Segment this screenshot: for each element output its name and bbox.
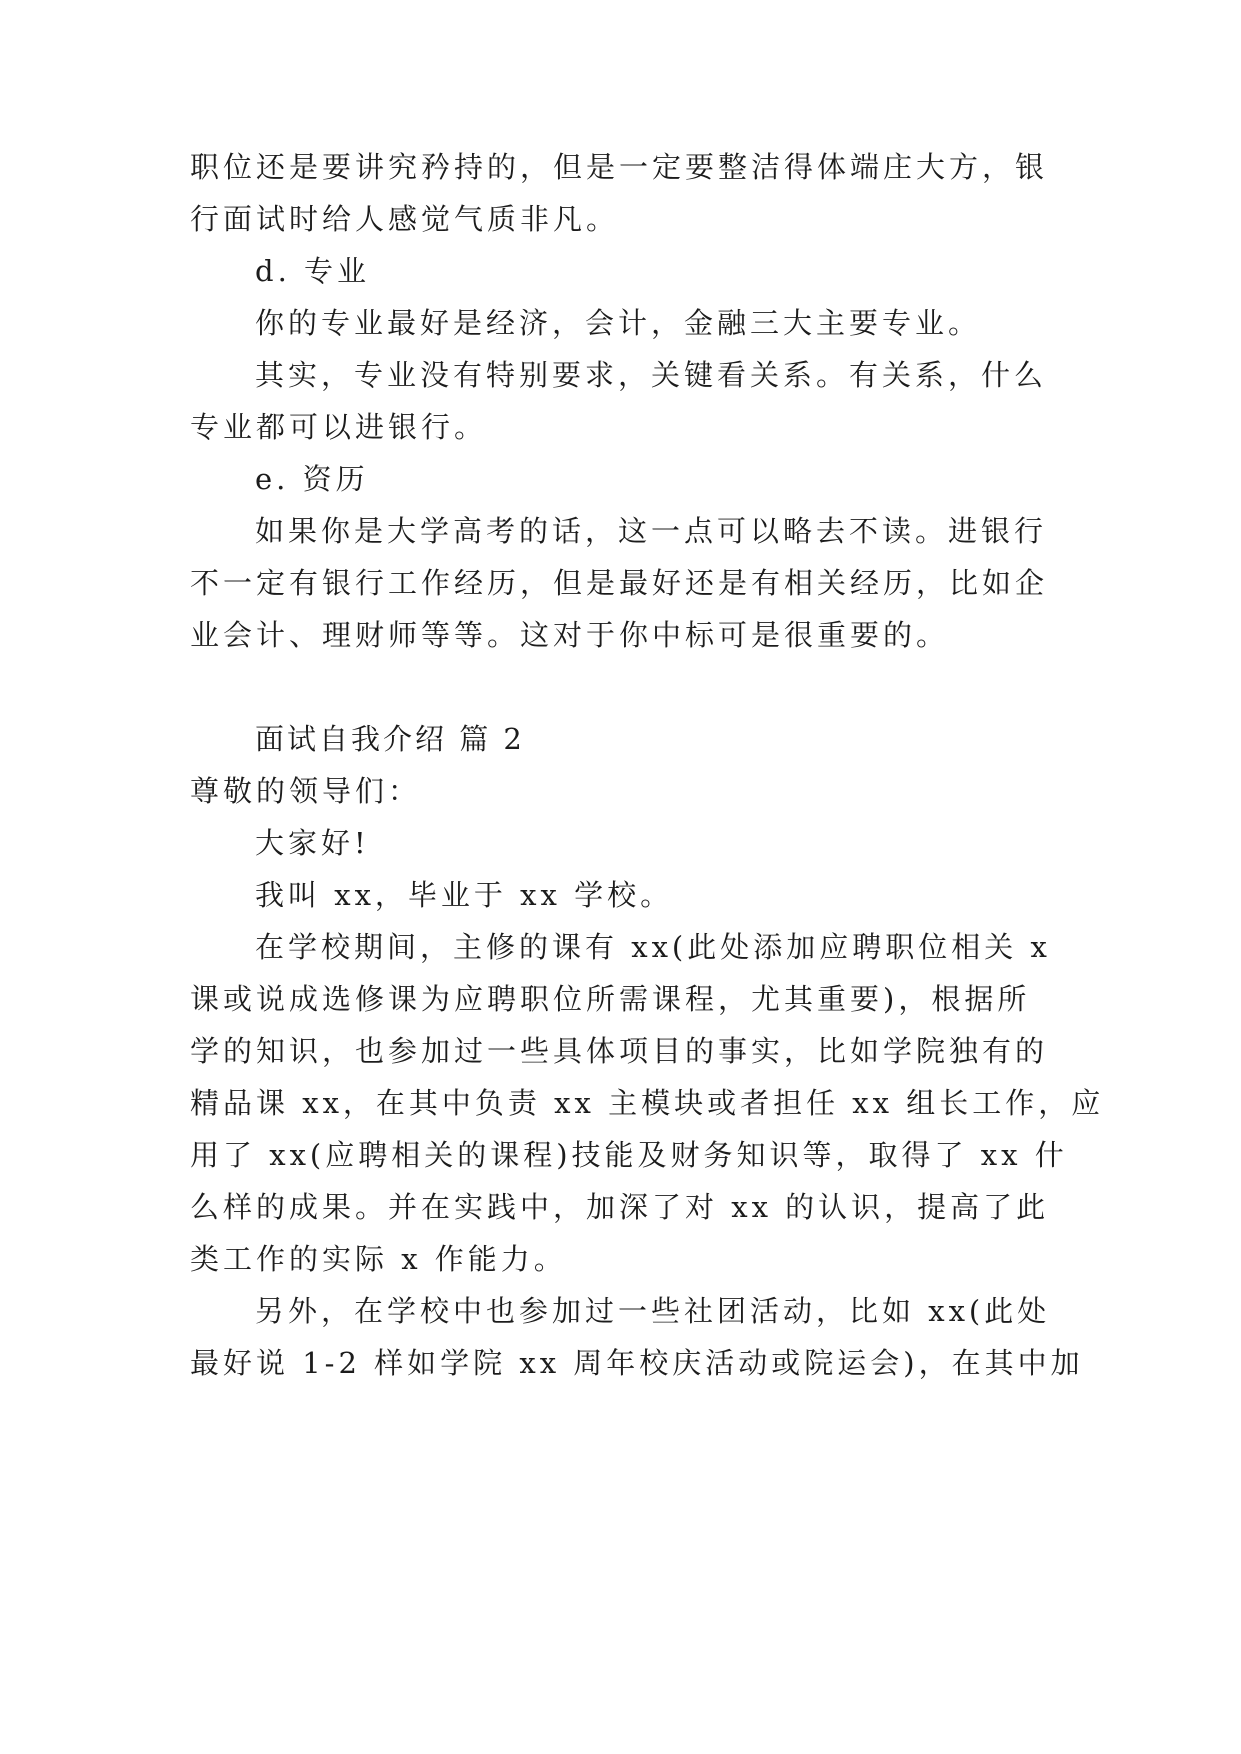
paragraph-line: 精品课 xx，在其中负责 xx 主模块或者担任 xx 组长工作，应 xyxy=(190,1086,1105,1120)
paragraph-line: 么样的成果。并在实践中，加深了对 xx 的认识，提高了此 xyxy=(190,1190,1050,1224)
paragraph-line: 最好说 1-2 样如学院 xx 周年校庆活动或院运会)，在其中加 xyxy=(190,1346,1084,1380)
paragraph-line: 如果你是大学高考的话，这一点可以略去不读。进银行 xyxy=(255,514,1048,548)
paragraph-line: 学的知识，也参加过一些具体项目的事实，比如学院独有的 xyxy=(190,1034,1049,1068)
greeting: 大家好! xyxy=(255,826,370,860)
paragraph-line: 不一定有银行工作经历，但是最好还是有相关经历，比如企 xyxy=(190,566,1049,600)
section-label-experience: e. 资历 xyxy=(255,462,369,496)
paragraph-line: 课或说成选修课为应聘职位所需课程，尤其重要)，根据所 xyxy=(190,982,1031,1016)
paragraph-line: 另外，在学校中也参加过一些社团活动，比如 xx(此处 xyxy=(255,1294,1051,1328)
paragraph-line: 行面试时给人感觉气质非凡。 xyxy=(190,202,620,236)
section-heading: 面试自我介绍 篇 2 xyxy=(255,722,525,756)
paragraph-line: 类工作的实际 x 作能力。 xyxy=(190,1242,567,1276)
paragraph-line: 业会计、理财师等等。这对于你中标可是很重要的。 xyxy=(190,618,950,652)
salutation: 尊敬的领导们： xyxy=(190,774,422,808)
paragraph-line: 我叫 xx，毕业于 xx 学校。 xyxy=(255,878,674,912)
paragraph-line: 其实，专业没有特别要求，关键看关系。有关系，什么 xyxy=(255,358,1048,392)
paragraph-line: 在学校期间，主修的课有 xx(此处添加应聘职位相关 x xyxy=(255,930,1051,964)
section-label-major: d. 专业 xyxy=(255,254,371,288)
paragraph-line: 专业都可以进银行。 xyxy=(190,410,488,444)
paragraph-line: 用了 xx(应聘相关的课程)技能及财务知识等，取得了 xx 什 xyxy=(190,1138,1068,1172)
paragraph-line: 职位还是要讲究矜持的，但是一定要整洁得体端庄大方，银 xyxy=(190,150,1049,184)
paragraph-line: 你的专业最好是经济，会计，金融三大主要专业。 xyxy=(255,306,982,340)
